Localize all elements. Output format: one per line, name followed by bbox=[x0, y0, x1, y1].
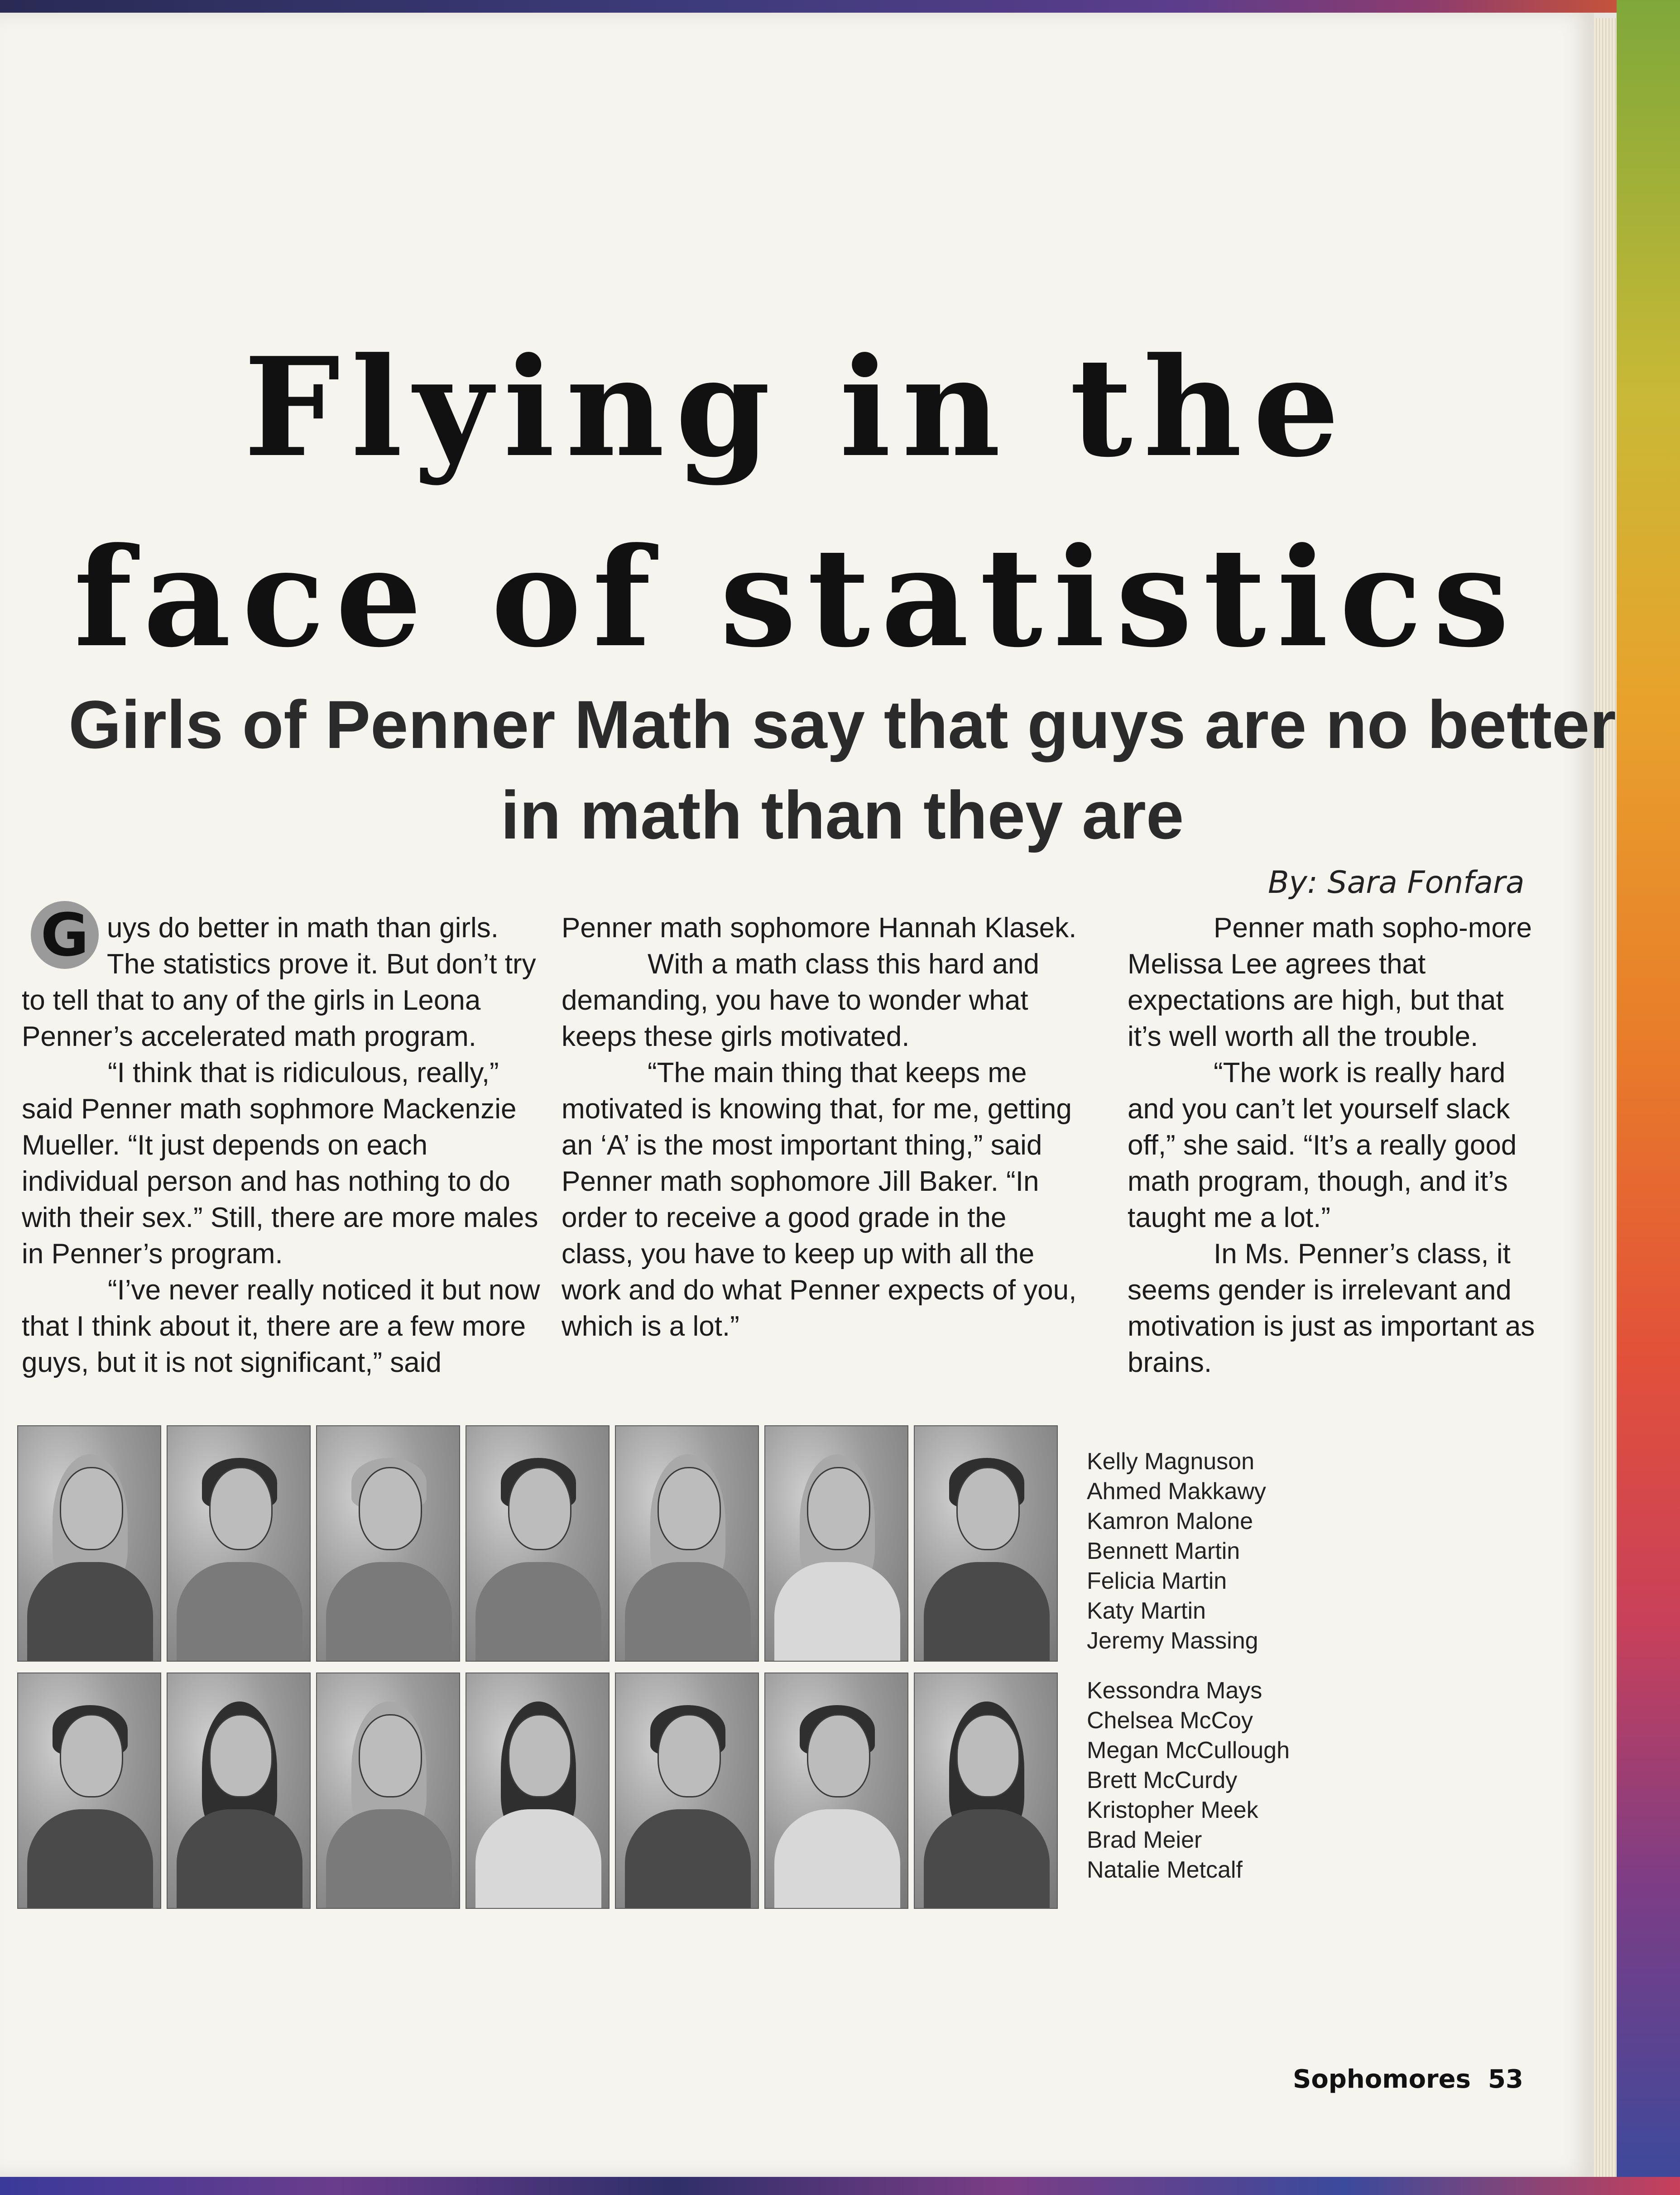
name-list-row-1 bbox=[1087, 1447, 1494, 1656]
title-line-2: face of statistics bbox=[73, 518, 1521, 677]
page-footer bbox=[1293, 2065, 1523, 2094]
list-item: Chelsea McCoy bbox=[1087, 1707, 1253, 1734]
article-paragraph: In Ms. Penner’s class, it seems gender is irrelevant and motivation is just as important as brains. bbox=[1128, 1238, 1535, 1378]
name-list bbox=[1087, 1447, 1494, 1885]
portrait-photo bbox=[466, 1425, 610, 1662]
list-item: Katy Martin bbox=[1087, 1598, 1206, 1624]
section-name: Sophomores bbox=[1293, 2065, 1471, 2094]
article-column-1 bbox=[22, 901, 542, 1381]
portrait-photo bbox=[914, 1673, 1058, 1909]
list-item: Megan McCullough bbox=[1087, 1737, 1290, 1764]
drop-cap: G bbox=[31, 901, 99, 969]
portrait-photo bbox=[17, 1425, 161, 1662]
article-paragraph: Penner math sopho-more Melissa Lee agrees that expectations are high, but that it’s well worth all the trouble. bbox=[1128, 912, 1532, 1052]
name-list-row-2 bbox=[1087, 1676, 1494, 1885]
list-item: Ahmed Makkawy bbox=[1087, 1478, 1266, 1505]
portrait-photo bbox=[316, 1425, 460, 1662]
binding-right-edge bbox=[1617, 0, 1680, 2195]
portrait-photo bbox=[167, 1425, 311, 1662]
list-item: Brett McCurdy bbox=[1087, 1767, 1238, 1793]
portrait-photo bbox=[466, 1673, 610, 1909]
byline: By: Sara Fonfara bbox=[1268, 865, 1525, 901]
title-line-1: Flying in the bbox=[244, 327, 1350, 487]
portrait-photo bbox=[764, 1673, 908, 1909]
portrait-photo bbox=[17, 1673, 161, 1909]
list-item: Kelly Magnuson bbox=[1087, 1448, 1254, 1475]
portrait-photo bbox=[615, 1425, 759, 1662]
portrait-photo bbox=[316, 1673, 460, 1909]
article-paragraph: “The work is really hard and you can’t let yourself slack off,” she said. “It’s a really good math program, though, and it’s taught me a lot.” bbox=[1128, 1057, 1517, 1233]
portrait-photo bbox=[167, 1673, 311, 1909]
portrait-photo bbox=[764, 1425, 908, 1662]
article-column-2 bbox=[562, 910, 1082, 1345]
portrait-grid bbox=[17, 1425, 1054, 1910]
article-paragraph: “I’ve never really noticed it but now that I think about it, there are a few more guys, but it is not significant,” said bbox=[22, 1275, 540, 1378]
list-item: Kamron Malone bbox=[1087, 1508, 1253, 1534]
article-paragraph: G uys do better in math than girls. The statistics prove it. But don’t try to tell that to any of the girls in Leona Penner’s accelerated math program. bbox=[22, 901, 536, 1052]
list-item: Kessondra Mays bbox=[1087, 1677, 1262, 1704]
page-title bbox=[72, 312, 1522, 693]
portrait-photo bbox=[914, 1425, 1058, 1662]
page-subtitle: Girls of Penner Math say that guys are no better in math than they are bbox=[68, 686, 1616, 853]
list-item: Bennett Martin bbox=[1087, 1538, 1240, 1564]
article-paragraph: “I think that is ridiculous, really,” said Penner math sophmore Mackenzie Mueller. “It just depends on each individual person and has nothing to do with their sex.” Still, there are more males in Penner’s program. bbox=[22, 1057, 538, 1270]
list-item: Jeremy Massing bbox=[1087, 1628, 1258, 1654]
list-item: Brad Meier bbox=[1087, 1827, 1202, 1853]
page-number: 53 bbox=[1488, 2065, 1523, 2094]
binding-bottom-edge bbox=[0, 2177, 1680, 2195]
page-stack-edges bbox=[1594, 18, 1617, 2177]
list-item: Natalie Metcalf bbox=[1087, 1857, 1243, 1883]
article-paragraph: With a math class this hard and demanding, you have to wonder what keeps these girls motivated. bbox=[562, 949, 1039, 1052]
article-paragraph: Penner math sophomore Hannah Klasek. bbox=[562, 912, 1077, 944]
list-item: Felicia Martin bbox=[1087, 1568, 1227, 1594]
list-item: Kristopher Meek bbox=[1087, 1797, 1258, 1823]
article-paragraph: “The main thing that keeps me motivated is knowing that, for me, getting an ‘A’ is the most important thing,” said Penner math sophomore Jill Baker. “In order to receive a good grade in the class, you have to keep up with all the work and do what Penner expects of you, which is a lot.” bbox=[562, 1057, 1077, 1342]
binding-top-edge bbox=[0, 0, 1680, 13]
article-column-3 bbox=[1128, 910, 1535, 1381]
portrait-photo bbox=[615, 1673, 759, 1909]
